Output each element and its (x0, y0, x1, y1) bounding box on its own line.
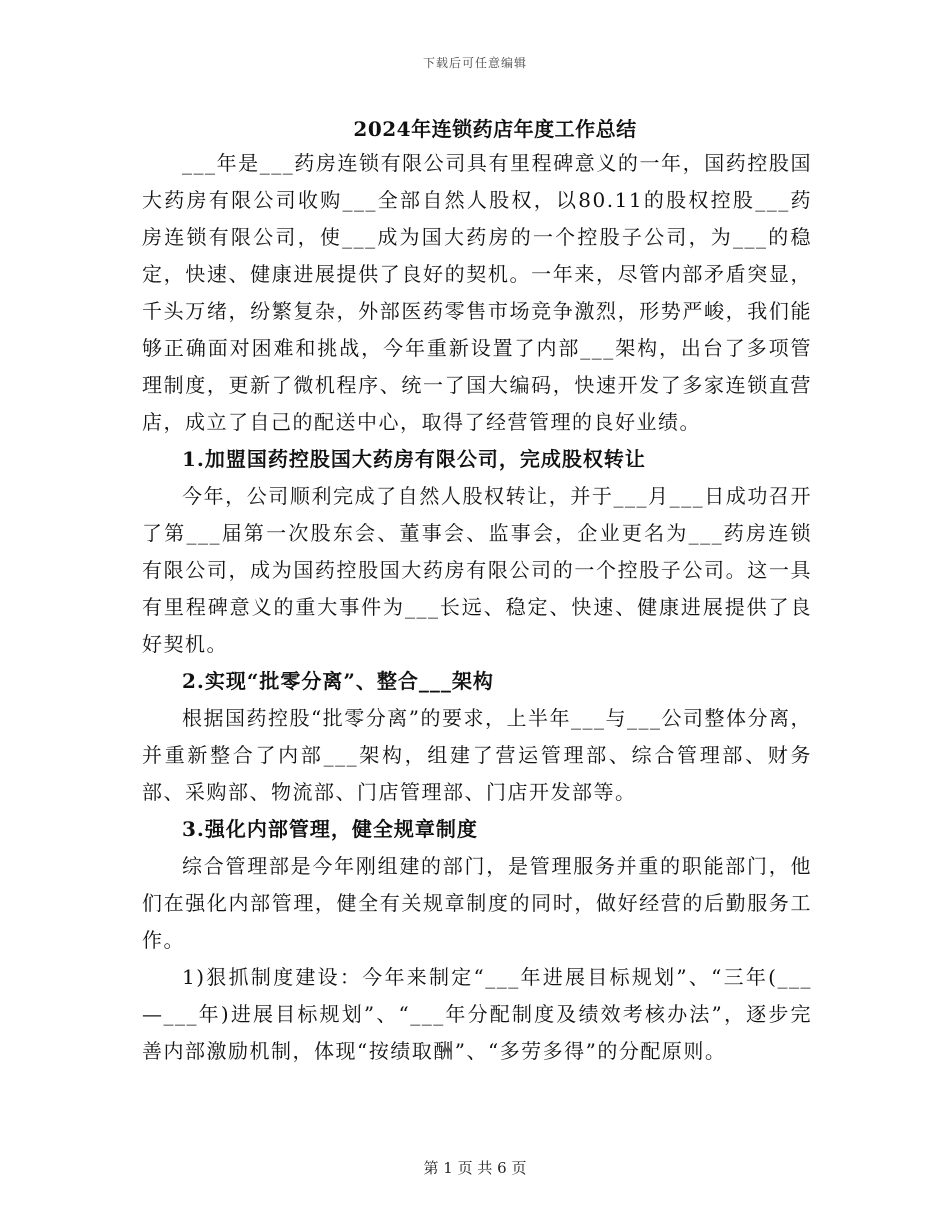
intro-paragraph: ___年是___药房连锁有限公司具有里程碑意义的一年，国药控股国大药房有限公司收购___全部自然人股权，以80.11的股权控股___药房连锁有限公司，使___成为国大药房的一个控股子公司，为___的稳定，快速、健康进展提供了良好的契机。一年来，尽管内部矛盾突显，千头万绪，纷繁复杂，外部医药零售市场竞争激烈，形势严峻，我们能够正确面对困难和挑战，今年重新设置了内部___架构，出台了多项管理制度，更新了微机程序、统一了国大编码，快速开发了多家连锁直营店，成立了自己的配送中心，取得了经营管理的良好业绩。 (142, 151, 812, 434)
section-1-paragraph: 今年，公司顺利完成了自然人股权转让，并于___月___日成功召开了第___届第一次股东会、董事会、监事会，企业更名为___药房连锁有限公司，成为国药控股国大药房有限公司的一个控股子公司。这一具有里程碑意义的重大事件为___长远、稳定、快速、健康进展提供了良好契机。 (142, 484, 812, 656)
page-number: 第 1 页 共 6 页 (423, 1159, 527, 1177)
document-body (142, 145, 812, 1070)
section-2-paragraph: 根据国药控股“批零分离”的要求，上半年___与___公司整体分离，并重新整合了内部___架构，组建了营运管理部、综合管理部、财务部、采购部、物流部、门店管理部、门店开发部等。 (142, 706, 812, 804)
section-3-heading: 3.强化内部管理，健全规章制度 (182, 817, 478, 841)
document-title: 2024年连锁药店年度工作总结 (353, 117, 637, 141)
item-1-paragraph: 1)狠抓制度建设：今年来制定“___年进展目标规划”、“三年(___—___年)进展目标规划”、“___年分配制度及绩效考核办法”，逐步完善内部激励机制，体现“按绩取酬”、“多劳多得”的分配原则。 (142, 965, 812, 1063)
header-note: 下载后可任意编辑 (422, 56, 527, 70)
section-1-heading: 1.加盟国药控股国大药房有限公司，完成股权转让 (182, 447, 646, 471)
section-3-paragraph: 综合管理部是今年刚组建的部门，是管理服务并重的职能部门，他们在强化内部管理，健全有关规章制度的同时，做好经营的后勤服务工作。 (142, 854, 812, 952)
section-2-heading: 2.实现“批零分离”、整合___架构 (182, 669, 494, 693)
